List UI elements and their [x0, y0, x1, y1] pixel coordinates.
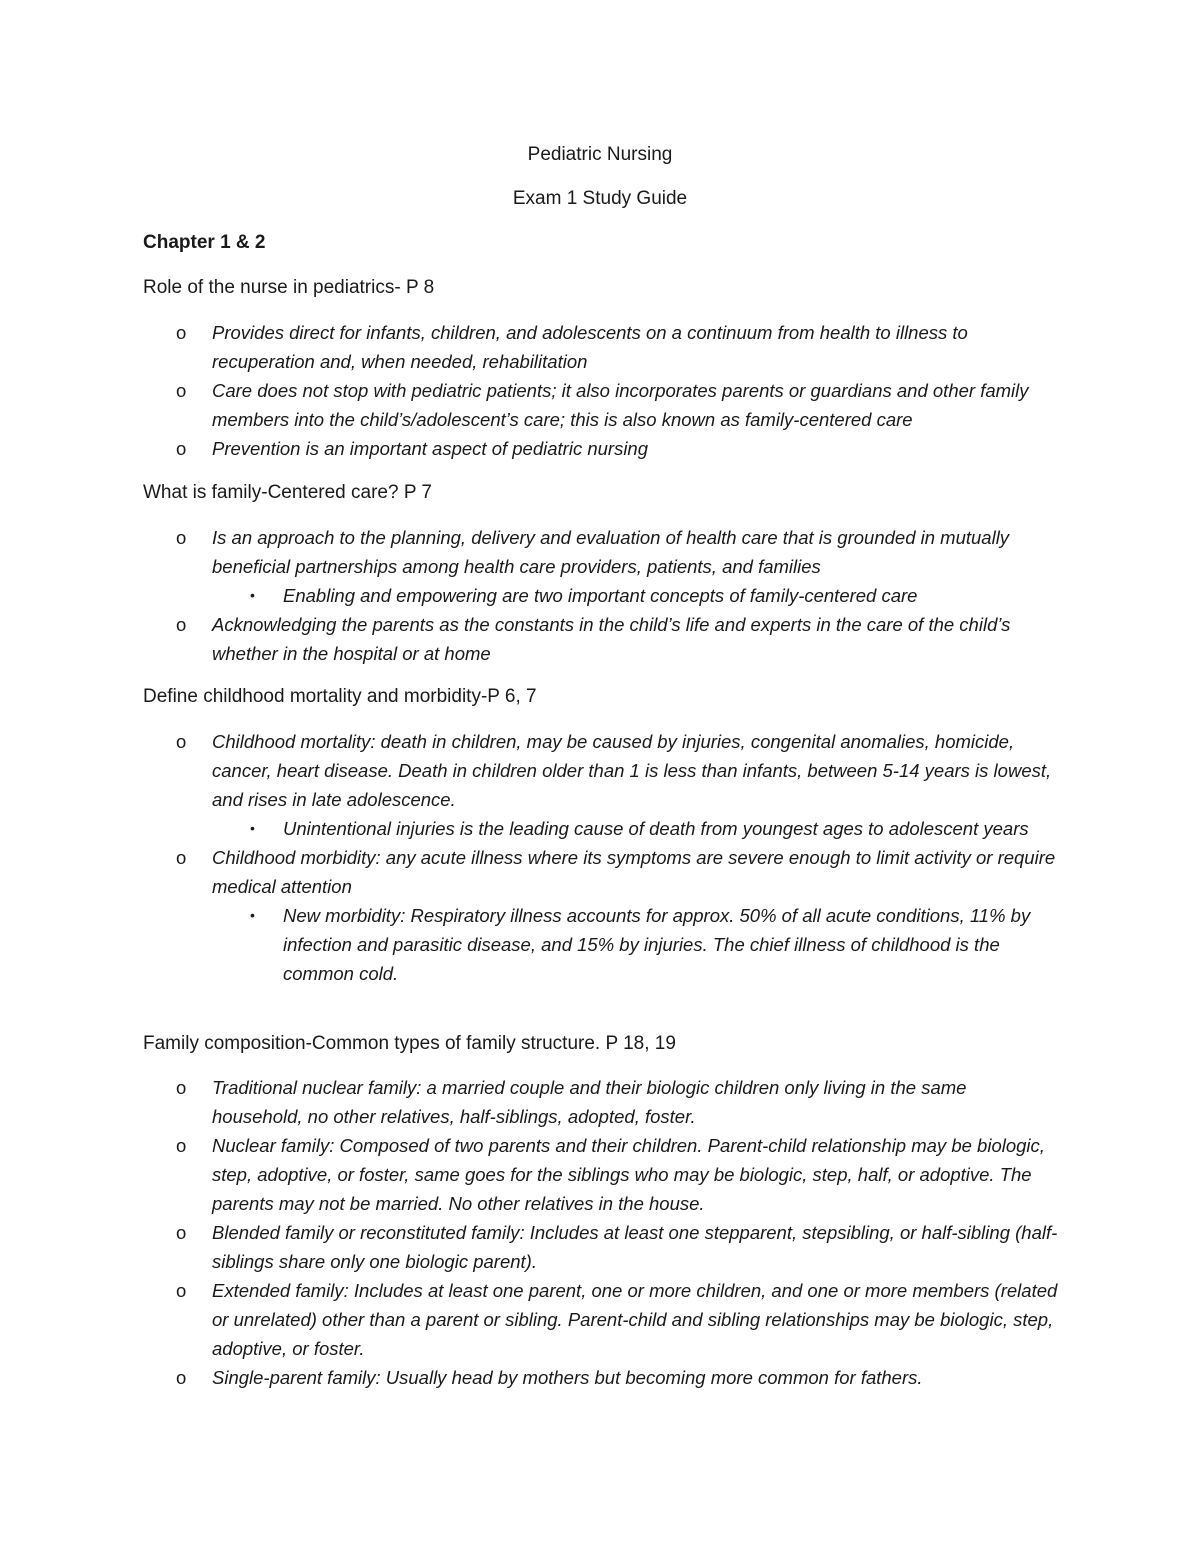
circle-bullet-icon: o	[176, 847, 187, 868]
document-subtitle: Exam 1 Study Guide	[512, 188, 688, 209]
sub-list-item: • Unintentional injuries is the leading cause of death from youngest ages to adolescent years	[0, 814, 1063, 843]
section-heading-role-of-nurse: Role of the nurse in pediatrics- P 8	[143, 277, 435, 298]
section-list-family-centered-care	[0, 523, 1200, 668]
section-heading-mortality-morbidity: Define childhood mortality and morbidity-P 6, 7	[143, 686, 537, 707]
document-title: Pediatric Nursing	[527, 144, 673, 165]
list-item: o Provides direct for infants, children, and adolescents on a continuum from health to illness to recuperation and, when needed, rehabilitation	[0, 318, 1062, 376]
list-item: o Is an approach to the planning, delivery and evaluation of health care that is grounded in mutually beneficial partnerships among health care providers, patients, and families	[0, 523, 1062, 581]
section-list-family-composition	[0, 1073, 1200, 1392]
list-item: o Care does not stop with pediatric patients; it also incorporates parents or guardians and other family members into the child’s/adolescent’s care; this is also known as family-centered care	[0, 376, 1062, 434]
circle-bullet-icon: o	[176, 1280, 187, 1301]
list-item: o Single-parent family: Usually head by mothers but becoming more common for fathers.	[0, 1363, 1062, 1392]
sub-list-item: • Enabling and empowering are two important concepts of family-centered care	[0, 581, 1063, 610]
list-item: o Prevention is an important aspect of pediatric nursing	[0, 434, 1062, 463]
chapter-heading: Chapter 1 & 2	[143, 232, 266, 253]
list-item: o Traditional nuclear family: a married couple and their biologic children only living in the same household, no other relatives, half-siblings, adopted, foster.	[0, 1073, 1062, 1131]
circle-bullet-icon: o	[176, 614, 187, 635]
section-heading-family-centered-care: What is family-Centered care? P 7	[143, 482, 432, 503]
circle-bullet-icon: o	[176, 527, 187, 548]
circle-bullet-icon: o	[176, 322, 187, 343]
list-item: o Acknowledging the parents as the constants in the child’s life and experts in the care of the child’s whether in the hospital or at home	[0, 610, 1062, 668]
list-item: o Nuclear family: Composed of two parents and their children. Parent-child relationship may be biologic, step, adoptive, or foster, same goes for the siblings who may be biologic, step, half, or adoptive. The parents may not be married. No other relatives in the house.	[0, 1131, 1062, 1218]
circle-bullet-icon: o	[176, 731, 187, 752]
circle-bullet-icon: o	[176, 438, 187, 459]
circle-bullet-icon: o	[176, 1367, 187, 1388]
circle-bullet-icon: o	[176, 1135, 187, 1156]
circle-bullet-icon: o	[176, 1222, 187, 1243]
list-item: o Childhood mortality: death in children, may be caused by injuries, congenital anomalies, homicide, cancer, heart disease. Death in children older than 1 is less than infants, between 5-14 years is lowest, and rises in late adolescence.	[0, 727, 1062, 814]
filled-bullet-icon: •	[250, 820, 255, 836]
section-list-role-of-nurse	[0, 318, 1200, 463]
circle-bullet-icon: o	[176, 1077, 187, 1098]
circle-bullet-icon: o	[176, 380, 187, 401]
filled-bullet-icon: •	[250, 907, 255, 923]
list-item: o Childhood morbidity: any acute illness where its symptoms are severe enough to limit activity or require medical attention	[0, 843, 1062, 901]
sub-list-item: • New morbidity: Respiratory illness accounts for approx. 50% of all acute conditions, 11% by infection and parasitic disease, and 15% by injuries. The chief illness of childhood is the common cold.	[0, 901, 1063, 988]
section-heading-family-composition: Family composition-Common types of family structure. P 18, 19	[143, 1033, 676, 1054]
filled-bullet-icon: •	[250, 587, 255, 603]
list-item: o Extended family: Includes at least one parent, one or more children, and one or more members (related or unrelated) other than a parent or sibling. Parent-child and sibling relationships may be biologic, step, adoptive, or foster.	[0, 1276, 1062, 1363]
section-list-mortality-morbidity	[0, 727, 1200, 988]
list-item: o Blended family or reconstituted family: Includes at least one stepparent, stepsibling, or half-sibling (half-siblings share only one biologic parent).	[0, 1218, 1062, 1276]
